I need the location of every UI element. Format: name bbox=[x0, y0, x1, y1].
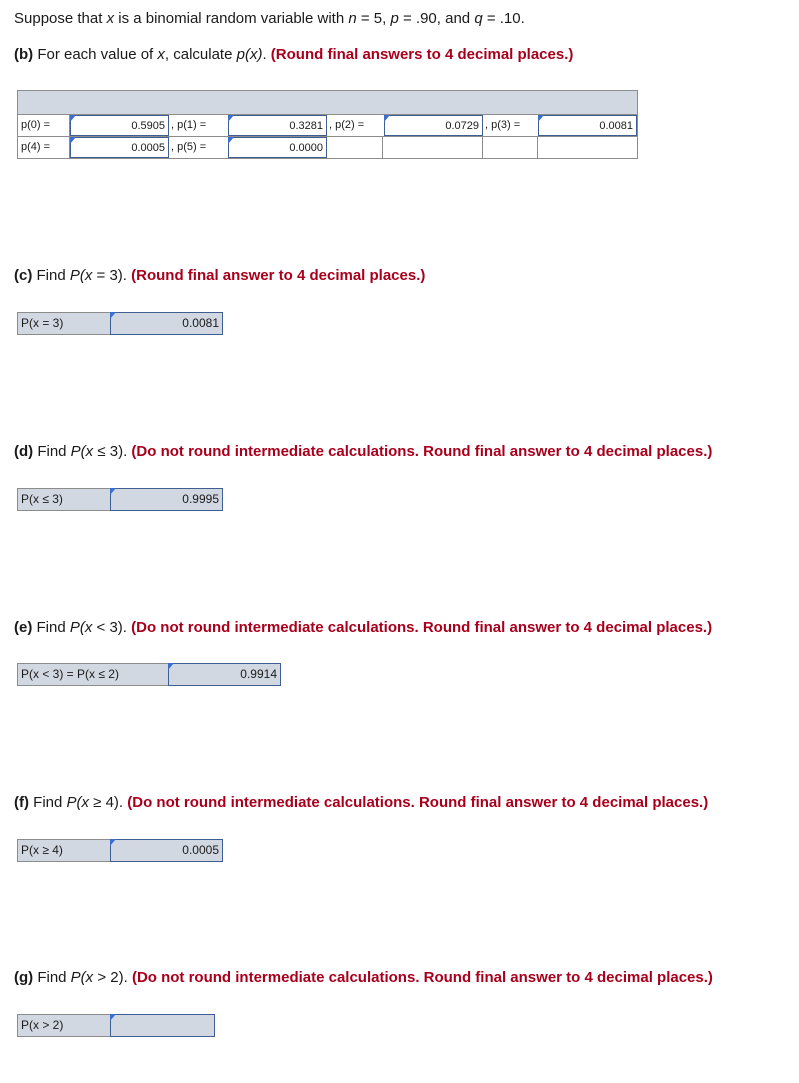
intro-text: Suppose that bbox=[14, 10, 107, 27]
col-divider bbox=[537, 136, 538, 159]
part-c-prompt bbox=[14, 267, 425, 284]
prob-expr: P(x bbox=[70, 443, 94, 460]
part-b-prompt bbox=[14, 46, 573, 63]
part-tag: (g) bbox=[14, 969, 34, 986]
prob-expr: P(x bbox=[69, 619, 93, 636]
answer-label: P(x ≥ 4) bbox=[17, 839, 111, 862]
prob-op: > 2). bbox=[93, 969, 132, 986]
col-divider bbox=[482, 136, 483, 159]
intro-text: = 5, bbox=[356, 10, 391, 27]
intro-text: = .90, and bbox=[398, 10, 475, 27]
answer-p3[interactable]: 0.0081 bbox=[538, 115, 637, 136]
part-tag: (f) bbox=[14, 794, 29, 811]
answer-input[interactable]: 0.9914 bbox=[168, 663, 281, 686]
var-p: p bbox=[390, 10, 399, 27]
var-x: x bbox=[106, 10, 115, 27]
var-px: p(x) bbox=[236, 46, 263, 63]
answer-input[interactable] bbox=[110, 1014, 215, 1037]
part-e-prompt bbox=[14, 619, 712, 636]
label-p1: , p(1) = bbox=[171, 119, 207, 131]
col-divider bbox=[382, 136, 383, 159]
prob-expr: P(x bbox=[69, 267, 93, 284]
answer-p4[interactable]: 0.0005 bbox=[70, 137, 169, 158]
label-p3: , p(3) = bbox=[485, 119, 521, 131]
prob-op: ≤ 3). bbox=[93, 443, 132, 460]
instruction: (Round final answers to 4 decimal places.) bbox=[270, 46, 574, 63]
var-n: n bbox=[348, 10, 357, 27]
part-tag: (d) bbox=[14, 443, 34, 460]
prompt-text: Find bbox=[29, 794, 67, 811]
answer-label: P(x > 2) bbox=[17, 1014, 111, 1037]
answer-label: P(x = 3) bbox=[17, 312, 111, 335]
label-p0: p(0) = bbox=[21, 119, 51, 131]
answer-p2[interactable]: 0.0729 bbox=[384, 115, 483, 136]
instruction: (Do not round intermediate calculations. Round final answer to 4 decimal places.) bbox=[131, 969, 713, 986]
pmf-table bbox=[17, 90, 638, 159]
answer-label: P(x < 3) = P(x ≤ 2) bbox=[17, 663, 169, 686]
answer-input[interactable]: 0.0081 bbox=[110, 312, 223, 335]
intro-text: = .10. bbox=[482, 10, 525, 27]
prompt-text: Find bbox=[32, 619, 70, 636]
prompt-text: Find bbox=[33, 969, 71, 986]
prompt-text: , calculate bbox=[164, 46, 237, 63]
prompt-text: Find bbox=[32, 267, 70, 284]
problem-statement bbox=[14, 10, 525, 27]
instruction: (Do not round intermediate calculations. Round final answer to 4 decimal places.) bbox=[131, 443, 713, 460]
var-x: x bbox=[157, 46, 165, 63]
prompt-text: Find bbox=[33, 443, 71, 460]
prob-op: ≥ 4). bbox=[89, 794, 128, 811]
instruction: (Round final answer to 4 decimal places.) bbox=[131, 267, 426, 284]
instruction: (Do not round intermediate calculations. Round final answer to 4 decimal places.) bbox=[131, 619, 713, 636]
prob-op: < 3). bbox=[92, 619, 132, 636]
var-q: q bbox=[474, 10, 483, 27]
prob-expr: P(x bbox=[70, 969, 94, 986]
part-tag: (b) bbox=[14, 46, 34, 63]
label-p4: p(4) = bbox=[21, 141, 51, 153]
part-tag: (e) bbox=[14, 619, 33, 636]
table-header bbox=[18, 91, 637, 115]
answer-label: P(x ≤ 3) bbox=[17, 488, 111, 511]
prob-expr: P(x bbox=[66, 794, 90, 811]
prob-op: = 3). bbox=[92, 267, 132, 284]
part-d-prompt bbox=[14, 443, 712, 460]
label-p2: , p(2) = bbox=[329, 119, 365, 131]
answer-p1[interactable]: 0.3281 bbox=[228, 115, 327, 136]
part-tag: (c) bbox=[14, 267, 33, 284]
prompt-text: . bbox=[262, 46, 271, 63]
intro-text: is a binomial random variable with bbox=[114, 10, 349, 27]
instruction: (Do not round intermediate calculations. Round final answer to 4 decimal places.) bbox=[127, 794, 709, 811]
answer-p5[interactable]: 0.0000 bbox=[228, 137, 327, 158]
answer-input[interactable]: 0.9995 bbox=[110, 488, 223, 511]
answer-input[interactable]: 0.0005 bbox=[110, 839, 223, 862]
answer-p0[interactable]: 0.5905 bbox=[70, 115, 169, 136]
prompt-text: For each value of bbox=[33, 46, 158, 63]
part-f-prompt bbox=[14, 794, 708, 811]
part-g-prompt bbox=[14, 969, 713, 986]
label-p5: , p(5) = bbox=[171, 141, 207, 153]
